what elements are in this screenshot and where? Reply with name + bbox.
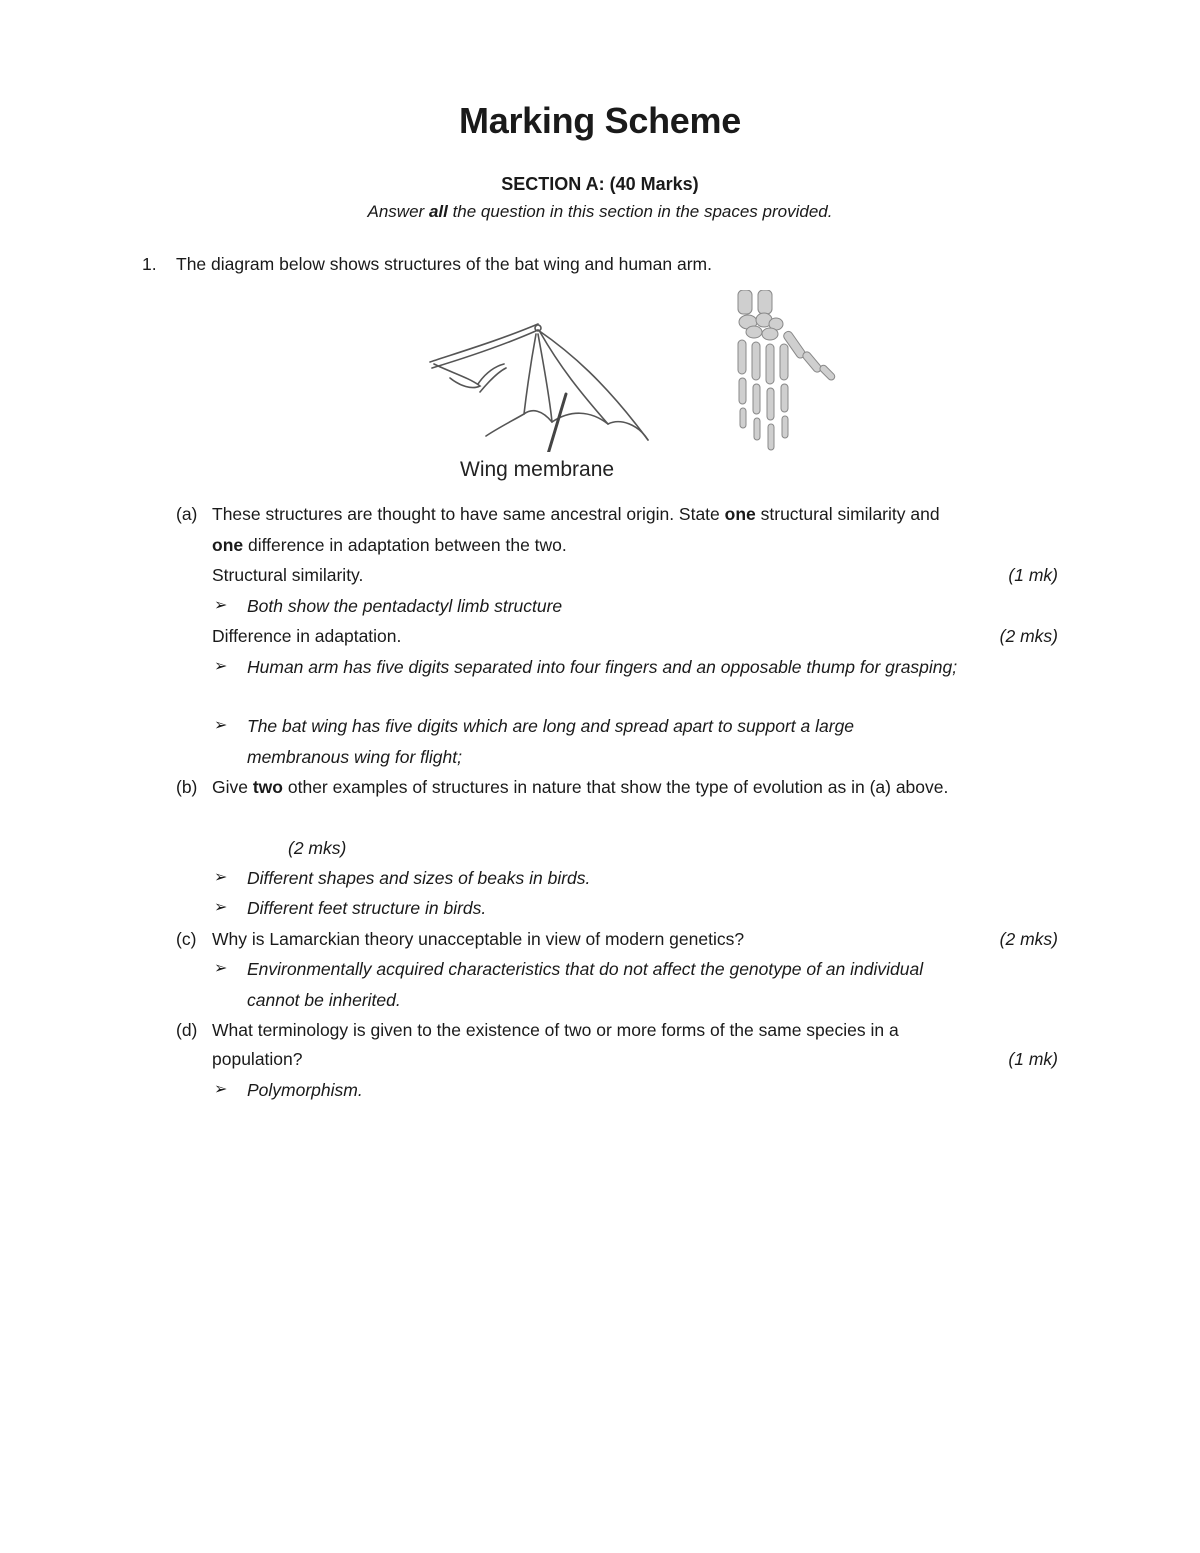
arrowhead-bullet-icon: ➢ <box>214 960 228 977</box>
difference-answer-2-line2: membranous wing for flight; <box>247 747 462 767</box>
b-pre: Give <box>212 777 253 797</box>
part-a-label: (a) <box>176 504 198 524</box>
part-b-answer-1: Different shapes and sizes of beaks in birds. <box>247 868 591 888</box>
part-b-marks: (2 mks) <box>288 838 347 858</box>
part-a-question-line2 <box>212 534 567 556</box>
part-a-question-line1 <box>212 503 940 525</box>
a-line1-bold: one <box>724 504 756 524</box>
similarity-label: Structural similarity. <box>212 565 364 585</box>
part-c-answer-line2: cannot be inherited. <box>247 990 401 1010</box>
part-c-question: Why is Lamarckian theory unacceptable in view of modern genetics? <box>212 929 745 949</box>
section-heading: SECTION A: (40 Marks) <box>501 174 699 194</box>
arrowhead-bullet-icon: ➢ <box>214 597 228 614</box>
b-post: other examples of structures in nature that show the type of evolution as in (a) above. <box>283 777 949 797</box>
instruction-post: the question in this section in the spaces provided. <box>447 202 833 221</box>
part-b-question <box>212 776 948 798</box>
a-line2-post: difference in adaptation between the two. <box>243 535 567 555</box>
part-d-question-line2: population? <box>212 1049 303 1069</box>
section-instruction <box>0 202 1200 222</box>
arrowhead-bullet-icon: ➢ <box>214 717 228 734</box>
question-number: 1. <box>142 254 157 274</box>
human-hand-skeleton-diagram <box>728 290 848 475</box>
part-c-label: (c) <box>176 929 197 949</box>
figure-label: Wing membrane <box>460 458 615 481</box>
a-line1-pre: These structures are thought to have same ancestral origin. State <box>212 504 725 524</box>
instruction-bold: all <box>428 202 448 221</box>
arrowhead-bullet-icon: ➢ <box>214 658 228 675</box>
similarity-marks: (1 mk) <box>1008 565 1058 585</box>
part-d-answer: Polymorphism. <box>247 1080 363 1100</box>
difference-label: Difference in adaptation. <box>212 626 402 646</box>
part-c-answer-line1: Environmentally acquired characteristics that do not affect the genotype of an individual <box>247 959 924 979</box>
arrowhead-bullet-icon: ➢ <box>214 869 228 886</box>
similarity-answer: Both show the pentadactyl limb structure <box>247 596 563 616</box>
part-c-marks: (2 mks) <box>999 929 1058 949</box>
difference-marks: (2 mks) <box>999 626 1058 646</box>
page-title: Marking Scheme <box>459 100 741 141</box>
instruction-pre: Answer <box>367 202 429 221</box>
part-d-label: (d) <box>176 1020 198 1040</box>
part-d-question-line1: What terminology is given to the existence of two or more forms of the same species in a <box>212 1020 899 1040</box>
part-b-label: (b) <box>176 777 198 797</box>
difference-answer-1: Human arm has five digits separated into four fingers and an opposable thump for grasping; <box>247 657 958 677</box>
a-line2-bold: one <box>212 535 244 555</box>
difference-answer-2-line1: The bat wing has five digits which are long and spread apart to support a large <box>247 716 855 736</box>
arrowhead-bullet-icon: ➢ <box>214 1081 228 1098</box>
bat-wing-diagram <box>420 312 660 457</box>
part-b-answer-2: Different feet structure in birds. <box>247 898 487 918</box>
part-d-marks: (1 mk) <box>1008 1049 1058 1069</box>
arrowhead-bullet-icon: ➢ <box>214 899 228 916</box>
a-line1-post: structural similarity and <box>755 504 940 524</box>
b-bold: two <box>252 777 283 797</box>
question-stem: The diagram below shows structures of the bat wing and human arm. <box>176 254 712 274</box>
